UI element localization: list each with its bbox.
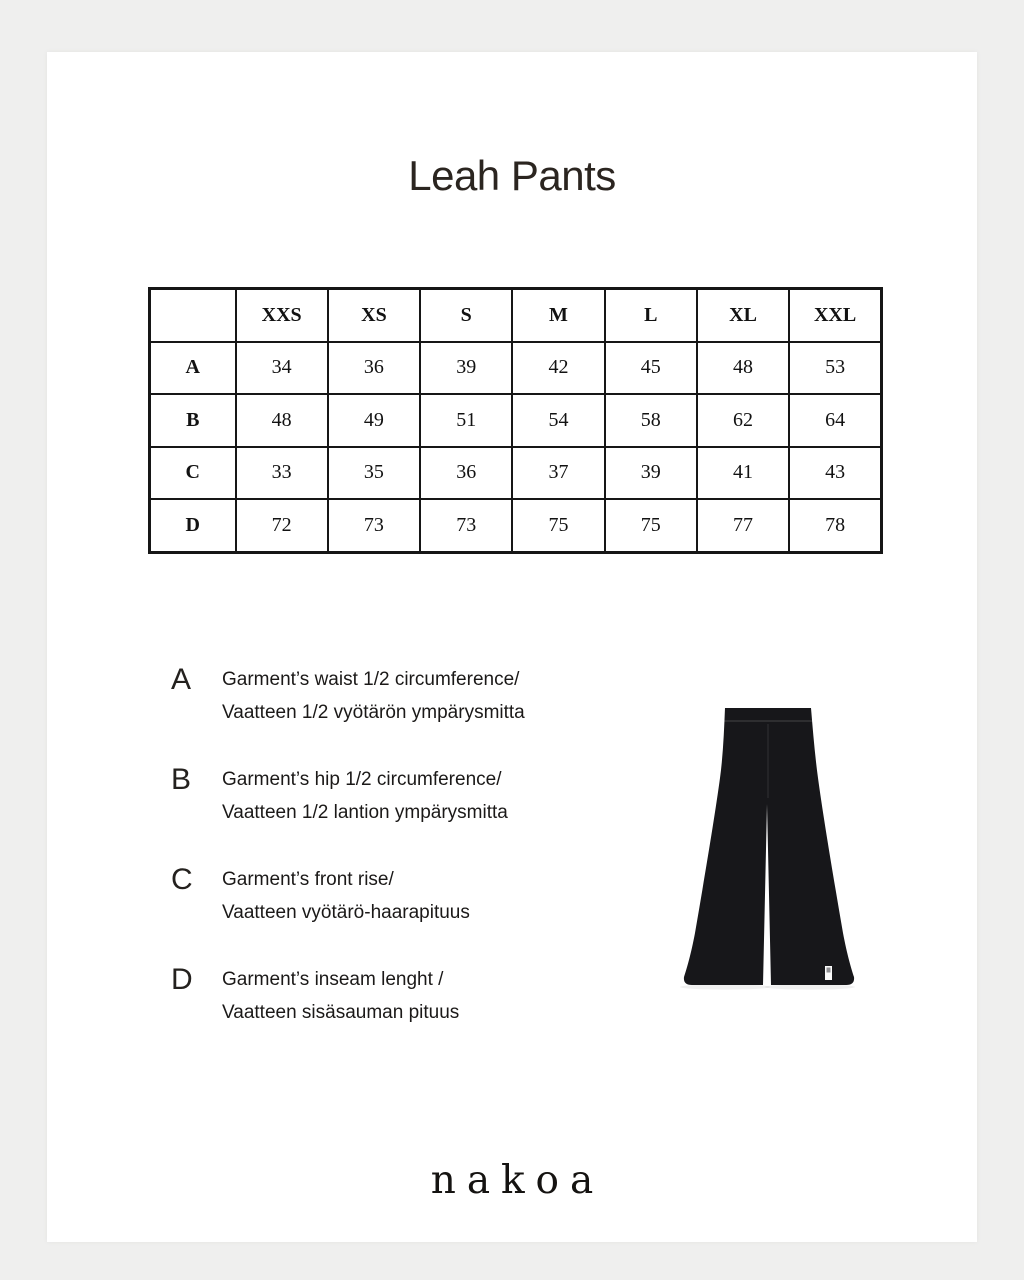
size-value: 39 xyxy=(605,447,697,500)
size-value: 39 xyxy=(420,342,512,395)
measure-text-en: Garment’s front rise/ xyxy=(222,869,394,890)
size-col-xxl: XXL xyxy=(789,289,881,342)
size-value: 34 xyxy=(236,342,328,395)
size-value: 35 xyxy=(328,447,420,500)
size-value: 37 xyxy=(512,447,604,500)
measure-letter-c: C xyxy=(171,863,193,896)
size-value: 62 xyxy=(697,394,789,447)
size-value: 49 xyxy=(328,394,420,447)
size-value: 42 xyxy=(512,342,604,395)
measure-text-en: Garment’s inseam lenght / xyxy=(222,969,444,990)
row-label-b: B xyxy=(150,394,236,447)
pants-shadow-right xyxy=(765,984,855,989)
size-value: 36 xyxy=(420,447,512,500)
row-label-c: C xyxy=(150,447,236,500)
size-table-header-row xyxy=(150,289,882,342)
table-row-c xyxy=(150,447,882,500)
measure-text-en: Garment’s hip 1/2 circumference/ xyxy=(222,769,502,790)
row-label-a: A xyxy=(150,342,236,395)
size-value: 33 xyxy=(236,447,328,500)
measure-text-en: Garment’s waist 1/2 circumference/ xyxy=(222,669,520,690)
size-value: 73 xyxy=(420,499,512,552)
size-value: 48 xyxy=(697,342,789,395)
pants-product-image xyxy=(677,700,861,990)
size-guide-card xyxy=(47,52,977,1242)
size-value: 72 xyxy=(236,499,328,552)
table-row-d xyxy=(150,499,882,552)
size-col-xl: XL xyxy=(697,289,789,342)
measure-text-d xyxy=(222,963,622,1029)
size-value: 48 xyxy=(236,394,328,447)
size-col-xxs: XXS xyxy=(236,289,328,342)
size-value: 75 xyxy=(512,499,604,552)
page-title: Leah Pants xyxy=(408,152,616,199)
measure-text-fi: Vaatteen 1/2 vyötärön ympärysmitta xyxy=(222,702,525,723)
size-value: 36 xyxy=(328,342,420,395)
size-value: 64 xyxy=(789,394,881,447)
size-col-m: M xyxy=(512,289,604,342)
size-table-corner-cell xyxy=(150,289,236,342)
size-value: 78 xyxy=(789,499,881,552)
size-value: 53 xyxy=(789,342,881,395)
measure-text-fi: Vaatteen sisäsauman pituus xyxy=(222,1002,460,1023)
table-row-b xyxy=(150,394,882,447)
size-value: 45 xyxy=(605,342,697,395)
measure-text-b xyxy=(222,763,622,829)
size-value: 77 xyxy=(697,499,789,552)
measure-text-c xyxy=(222,863,622,929)
measure-text-a xyxy=(222,663,622,729)
size-col-l: L xyxy=(605,289,697,342)
measure-letter-b: B xyxy=(171,763,192,796)
brand-logo: nakoa xyxy=(430,1158,605,1203)
table-row-a xyxy=(150,342,882,395)
size-value: 51 xyxy=(420,394,512,447)
measure-text-fi: Vaatteen vyötärö-haarapituus xyxy=(222,902,470,923)
hem-tag-mark xyxy=(827,968,831,973)
size-value: 58 xyxy=(605,394,697,447)
measure-letter-a: A xyxy=(171,663,192,696)
size-value: 41 xyxy=(697,447,789,500)
size-col-s: S xyxy=(420,289,512,342)
row-label-d: D xyxy=(150,499,236,552)
size-value: 75 xyxy=(605,499,697,552)
measure-text-fi: Vaatteen 1/2 lantion ympärysmitta xyxy=(222,802,508,823)
size-value: 54 xyxy=(512,394,604,447)
size-table xyxy=(148,287,883,554)
size-value: 73 xyxy=(328,499,420,552)
pants-shadow-left xyxy=(680,984,770,989)
measure-letter-d: D xyxy=(171,963,193,996)
size-col-xs: XS xyxy=(328,289,420,342)
size-value: 43 xyxy=(789,447,881,500)
